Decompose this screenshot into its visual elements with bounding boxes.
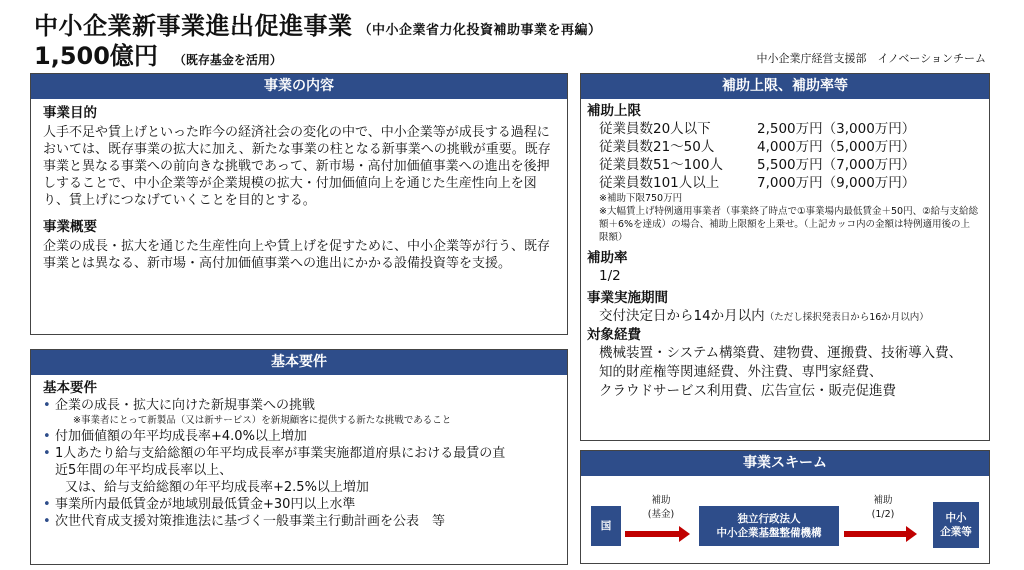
period-value: 交付決定日から14か月以内（ただし採択発表日から16か月以内） [599,308,929,324]
cost-line: 知的財産権等関連経費、外注費、専門家経費、 [599,364,883,380]
requirements-heading: 基本要件 [43,380,97,396]
panel-header: 基本要件 [31,350,567,375]
subsidy-limits-panel [580,73,990,441]
smrj-node: 独立行政法人 中小企業基盤整備機構 [699,506,839,546]
rate-heading: 補助率 [587,250,628,266]
cost-heading: 対象経費 [587,327,641,343]
rate-row: 従業員数101人以上 7,000万円（9,000万円） [599,175,916,191]
budget-note: （既存基金を活用） [173,53,282,67]
period-heading: 事業実施期間 [587,290,668,306]
cost-line: 機械装置・システム構築費、建物費、運搬費、技術導入費、 [599,345,963,361]
overview-heading: 事業概要 [43,219,97,235]
rate-row: 従業員数20人以下 2,500万円（3,000万円） [599,121,916,137]
overview-text: 企業の成長・拡大を通じた生産性向上や賃上げを促すために、中小企業等が行う、既存事業とは異なる、新市場・高付加価値事業への進出にかかる設備投資等を支援。 [43,239,551,271]
business-scheme-panel [580,450,990,564]
arrow-label: 補助 (1/2) [871,495,895,520]
cost-line: クラウドサービス利用費、広告宣伝・販売促進費 [599,383,896,399]
organization-label: 中小企業庁経営支援部 イノベーションチーム [756,52,986,65]
rate-row: 従業員数51～100人 5,500万円（7,000万円） [599,157,916,173]
panel-header: 事業の内容 [31,74,567,99]
lower-limit-note: ※補助下限750万円 [599,193,683,204]
budget-line [34,36,282,71]
item-continuation: 近5年間の年平均成長率以上、 [55,463,233,478]
cap-heading: 補助上限 [587,103,641,119]
panel-header: 補助上限、補助率等 [581,74,989,99]
list-item: • 付加価値額の年平均成長率+4.0%以上増加 [43,429,307,444]
list-item: • 次世代育成支援対策推進法に基づく一般事業主行動計画を公表 等 [43,514,446,529]
sme-node: 中小 企業等 [933,502,979,548]
title-subtitle: （中小企業省力化投資補助事業を再編） [358,23,602,38]
panel-header: 事業スキーム [581,451,989,476]
requirements-panel [30,349,568,565]
purpose-heading: 事業目的 [43,105,97,121]
title-text: 中小企業新事業進出促進事業 [34,12,353,40]
rate-value: 1/2 [599,268,621,284]
list-item: • 事業所内最低賃金が地域別最低賃金+30円以上水準 [43,497,356,512]
rate-row: 従業員数21～50人 4,000万円（5,000万円） [599,139,916,155]
arrow-label: 補助 (基金) [647,495,675,520]
list-item: • 企業の成長・拡大に向けた新規事業への挑戦 [43,398,316,413]
item-continuation: 又は、給与支給総額の年平均成長率+2.5%以上増加 [65,480,369,495]
budget-amount: 1,500億円 [34,42,158,70]
special-note: ※大幅賃上げ特例適用事業者（事業終了時点で①事業場内最低賃金＋50円、②給与支給総額＋6%を達成）の場合、補助上限額を上乗せ。（上記カッコ内の金額は特例適用後の上限額） [599,206,979,243]
list-item: • 1人あたり給与支給総額の年平均成長率が事業実施都道府県における最賃の直 [43,446,506,461]
country-node: 国 [591,506,621,546]
item-note: ※事業者にとって新製品（又は新サービス）を新規顧客に提供する新たな挑戦であること [73,415,452,426]
business-content-panel [30,73,568,335]
purpose-text: 人手不足や賃上げといった昨今の経済社会の変化の中で、中小企業等が成長する過程においては、既存事業の拡大に加え、新たな事業の柱となる新事業への挑戦が重要。既存事業と異なる事業への前向きな挑戦であって、新市場・高付加価値事業への進出を後押しすることで、中小企業等が企業規模の拡大・付加価値向上を通じた生産性向上を図り、賃上げにつなげていくことを目的とする。 [43,125,551,208]
period-note: （ただし採択発表日から16か月以内） [764,312,929,323]
